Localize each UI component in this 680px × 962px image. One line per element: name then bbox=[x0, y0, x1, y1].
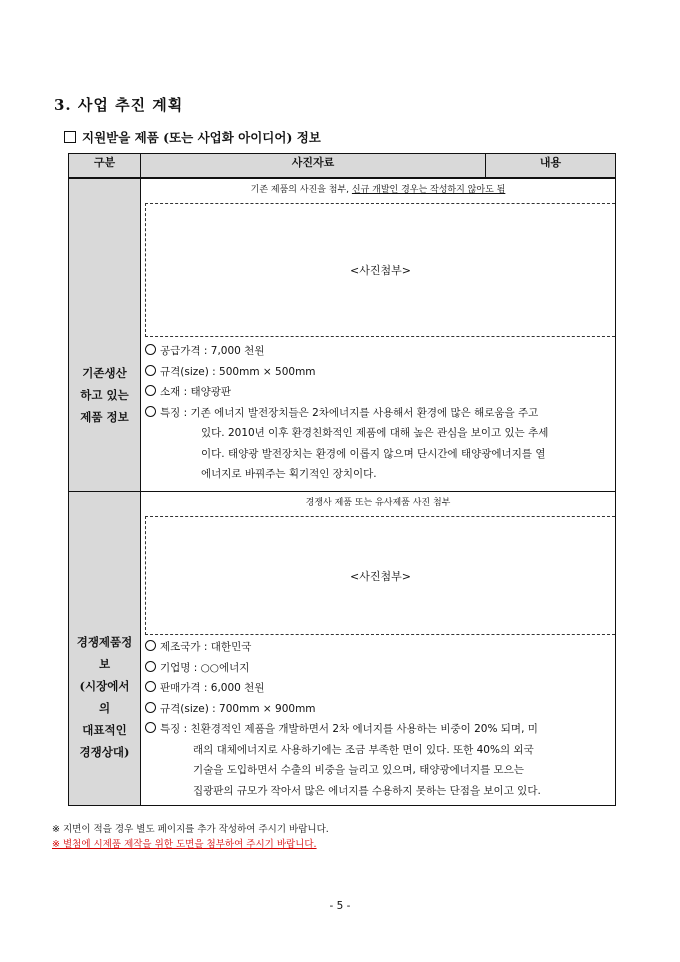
list-item: 규격(size) : 500mm × 500mm bbox=[145, 362, 607, 383]
sub-title-text: 지원받을 제품 (또는 사업화 아이디어) 정보 bbox=[82, 130, 321, 145]
existing-photo-cell bbox=[141, 178, 616, 339]
feature-continuation: 기술을 도입하면서 수출의 비중을 늘리고 있으며, 태양광에너지를 모으는 bbox=[193, 764, 524, 776]
list-item: 소재 : 태양광판 bbox=[145, 382, 607, 403]
sub-title bbox=[64, 128, 321, 146]
header-category: 구분 bbox=[69, 154, 141, 179]
competitor-label-line: 대표적인 bbox=[82, 722, 127, 737]
note-prefix: 기존 제품의 사진을 첨부, bbox=[250, 185, 352, 195]
competitor-product-label bbox=[69, 492, 141, 806]
feature-continuation: 집광판의 규모가 작아서 많은 에너지를 수용하지 못하는 단점을 보이고 있다. bbox=[193, 784, 541, 797]
circle-bullet-icon bbox=[145, 702, 156, 713]
competitor-label-line: (시장에서 bbox=[79, 678, 130, 693]
competitor-product-row bbox=[69, 492, 616, 636]
header-photo: 사진자료 bbox=[141, 154, 486, 179]
existing-label-line: 기존생산 bbox=[82, 366, 127, 380]
feature-continuation: 에너지로 바꿔주는 획기적인 장치이다. bbox=[201, 468, 377, 481]
product-info-table bbox=[68, 153, 616, 806]
competitor-info-row bbox=[69, 635, 616, 806]
competitor-label-line: 경쟁제품정 bbox=[76, 634, 133, 649]
feature-continuation: 래의 대체에너지로 사용하기에는 조금 부족한 면이 있다. 또한 40%의 외국 bbox=[193, 743, 534, 756]
circle-bullet-icon bbox=[145, 385, 156, 396]
list-item: 특징 : 기존 에너지 발전장치들은 2차에너지를 사용해서 환경에 많은 해로움을 주고 bbox=[145, 403, 607, 424]
list-item: 제조국가 : 대한민국 bbox=[145, 637, 607, 658]
header-content: 내용 bbox=[486, 154, 616, 179]
existing-label-line: 제품 정보 bbox=[80, 410, 129, 424]
existing-photo-placeholder[interactable]: <사진첨부> bbox=[145, 203, 615, 337]
footnote-extra-pages: ※ 지면이 적을 경우 별도 페이지를 추가 작성하여 주시기 바랍니다. bbox=[52, 824, 329, 835]
list-item: 공급가격 : 7,000 천원 bbox=[145, 341, 607, 362]
circle-bullet-icon bbox=[145, 365, 156, 376]
list-item: 특징 : 친환경적인 제품을 개발하면서 2차 에너지를 사용하는 비중이 20% 되며, 미 bbox=[145, 719, 607, 740]
note-underlined: 신규 개발인 경우는 작성하지 않아도 됨 bbox=[351, 185, 506, 195]
feature-continuation: 있다. 2010년 이후 환경친화적인 제품에 대해 높은 관심을 보이고 있는 추세 bbox=[201, 427, 549, 440]
page-number: - 5 - bbox=[329, 900, 351, 912]
existing-info-row bbox=[69, 339, 616, 491]
competitor-photo-placeholder[interactable]: <사진첨부> bbox=[145, 516, 615, 635]
table-header-row bbox=[69, 154, 616, 179]
list-item: 판매가격 : 6,000 천원 bbox=[145, 678, 607, 699]
circle-bullet-icon bbox=[145, 406, 156, 417]
footnote-attach-drawing: ※ 별첨에 시제품 제작을 위한 도면을 첨부하여 주시기 바랍니다. bbox=[52, 839, 317, 850]
existing-label-line: 하고 있는 bbox=[80, 388, 129, 402]
section-title: 3. 사업 추진 계획 bbox=[54, 96, 184, 114]
circle-bullet-icon bbox=[145, 640, 156, 651]
competitor-photo-cell bbox=[141, 492, 616, 636]
circle-bullet-icon bbox=[145, 722, 156, 733]
competitor-label-line: 경쟁상대) bbox=[79, 744, 130, 759]
existing-info-cell bbox=[141, 339, 616, 491]
checkbox-square-icon bbox=[64, 131, 76, 143]
competitor-photo-note: 경쟁사 제품 또는 유사제품 사진 첨부 bbox=[305, 498, 451, 508]
competitor-label-line: 의 bbox=[98, 700, 111, 715]
circle-bullet-icon bbox=[145, 681, 156, 692]
existing-product-label bbox=[69, 178, 141, 492]
list-item: 규격(size) : 700mm × 900mm bbox=[145, 699, 607, 720]
circle-bullet-icon bbox=[145, 661, 156, 672]
competitor-info-cell bbox=[141, 635, 616, 806]
existing-photo-note bbox=[141, 179, 615, 203]
existing-product-row bbox=[69, 178, 616, 339]
circle-bullet-icon bbox=[145, 344, 156, 355]
list-item: 기업명 : ○○에너지 bbox=[145, 658, 607, 679]
competitor-label-line: 보 bbox=[98, 656, 111, 671]
feature-continuation: 이다. 태양광 발전장치는 환경에 이롭지 않으며 단시간에 태양광에너지를 열 bbox=[201, 447, 546, 460]
